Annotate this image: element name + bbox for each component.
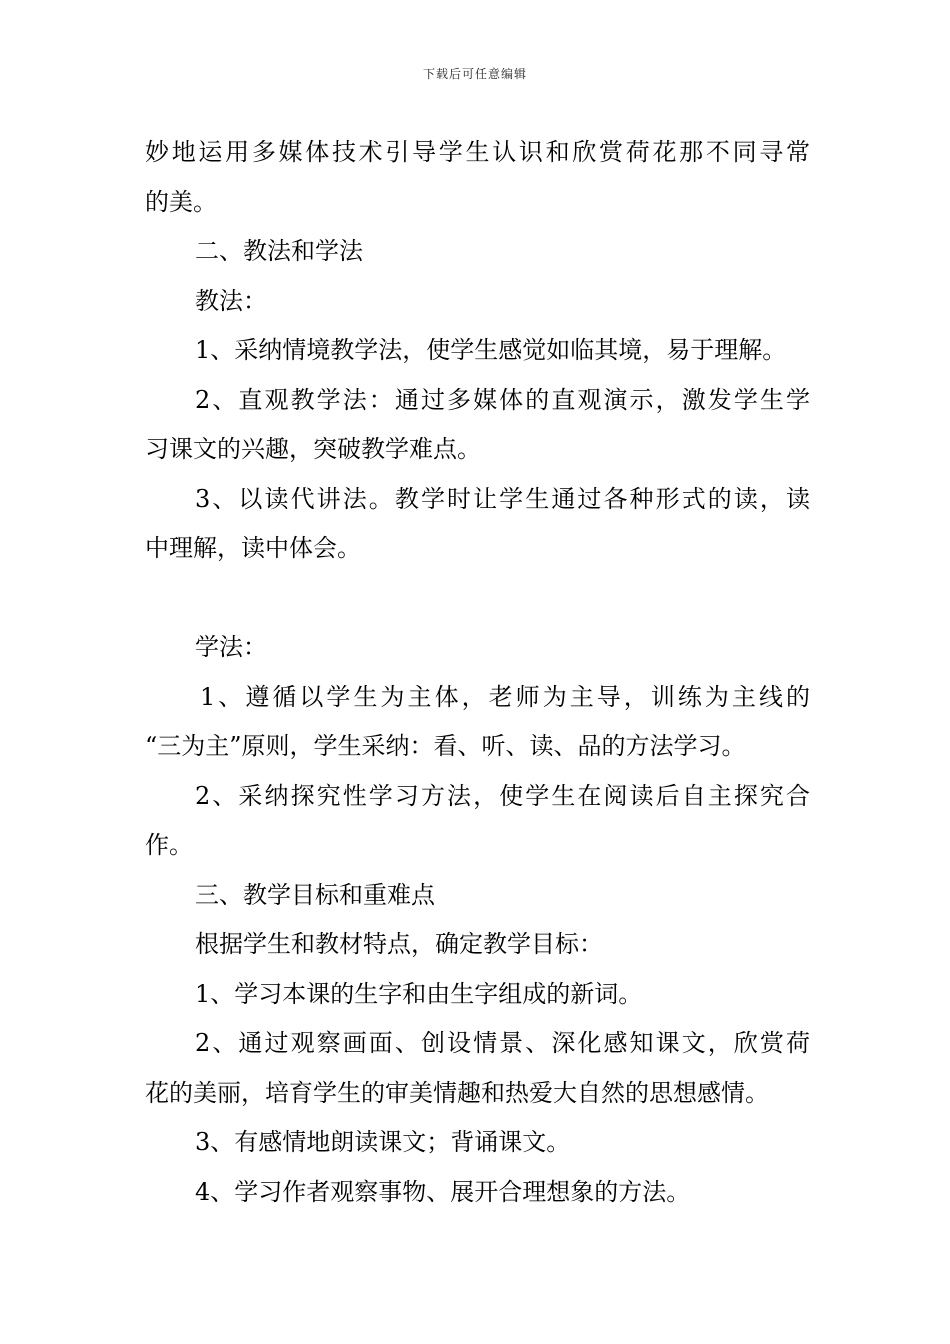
list-item-continuation: 作。 (145, 831, 193, 859)
document-body (145, 128, 810, 1217)
list-item: 2、通过观察画面、创设情景、深化感知课文，欣赏荷 (195, 1029, 810, 1057)
list-item: 4、学习作者观察事物、展开合理想象的方法。 (195, 1177, 691, 1206)
page-header: 下载后可任意编辑 (422, 67, 527, 81)
section-heading: 三、教学目标和重难点 (195, 880, 435, 909)
section-heading: 二、教法和学法 (195, 237, 363, 265)
list-item: 3、以读代讲法。教学时让学生通过各种形式的读，读 (195, 484, 810, 513)
subsection-heading: 学法： (195, 633, 267, 661)
paragraph-line: 根据学生和教材特点，确定教学目标： (195, 930, 603, 958)
list-item: 2、采纳探究性学习方法，使学生在阅读后自主探究合 (195, 781, 810, 810)
list-item-continuation: 习课文的兴趣，突破教学难点。 (145, 435, 481, 463)
list-item-continuation: 花的美丽，培育学生的审美情趣和热爱大自然的思想感情。 (145, 1078, 769, 1107)
list-item: 1、采纳情境教学法，使学生感觉如临其境，易于理解。 (195, 336, 787, 364)
blank-line (145, 574, 810, 624)
list-item-continuation: 中理解，读中体会。 (145, 534, 361, 562)
paragraph-line: 的美。 (145, 187, 217, 216)
paragraph-line: 妙地运用多媒体技术引导学生认识和欣赏荷花那不同寻常 (145, 138, 810, 166)
list-item: 3、有感情地朗读课文；背诵课文。 (195, 1128, 571, 1156)
list-item: 1、遵循以学生为主体，老师为主导，训练为主线的 (200, 682, 810, 711)
list-item: 1、学习本课的生字和由生字组成的新词。 (195, 979, 643, 1008)
list-item: 2、直观教学法：通过多媒体的直观演示，激发学生学 (195, 385, 810, 414)
subsection-heading: 教法： (195, 286, 267, 315)
list-item-continuation: “三为主”原则，学生采纳：看、听、读、品的方法学习。 (145, 732, 746, 760)
